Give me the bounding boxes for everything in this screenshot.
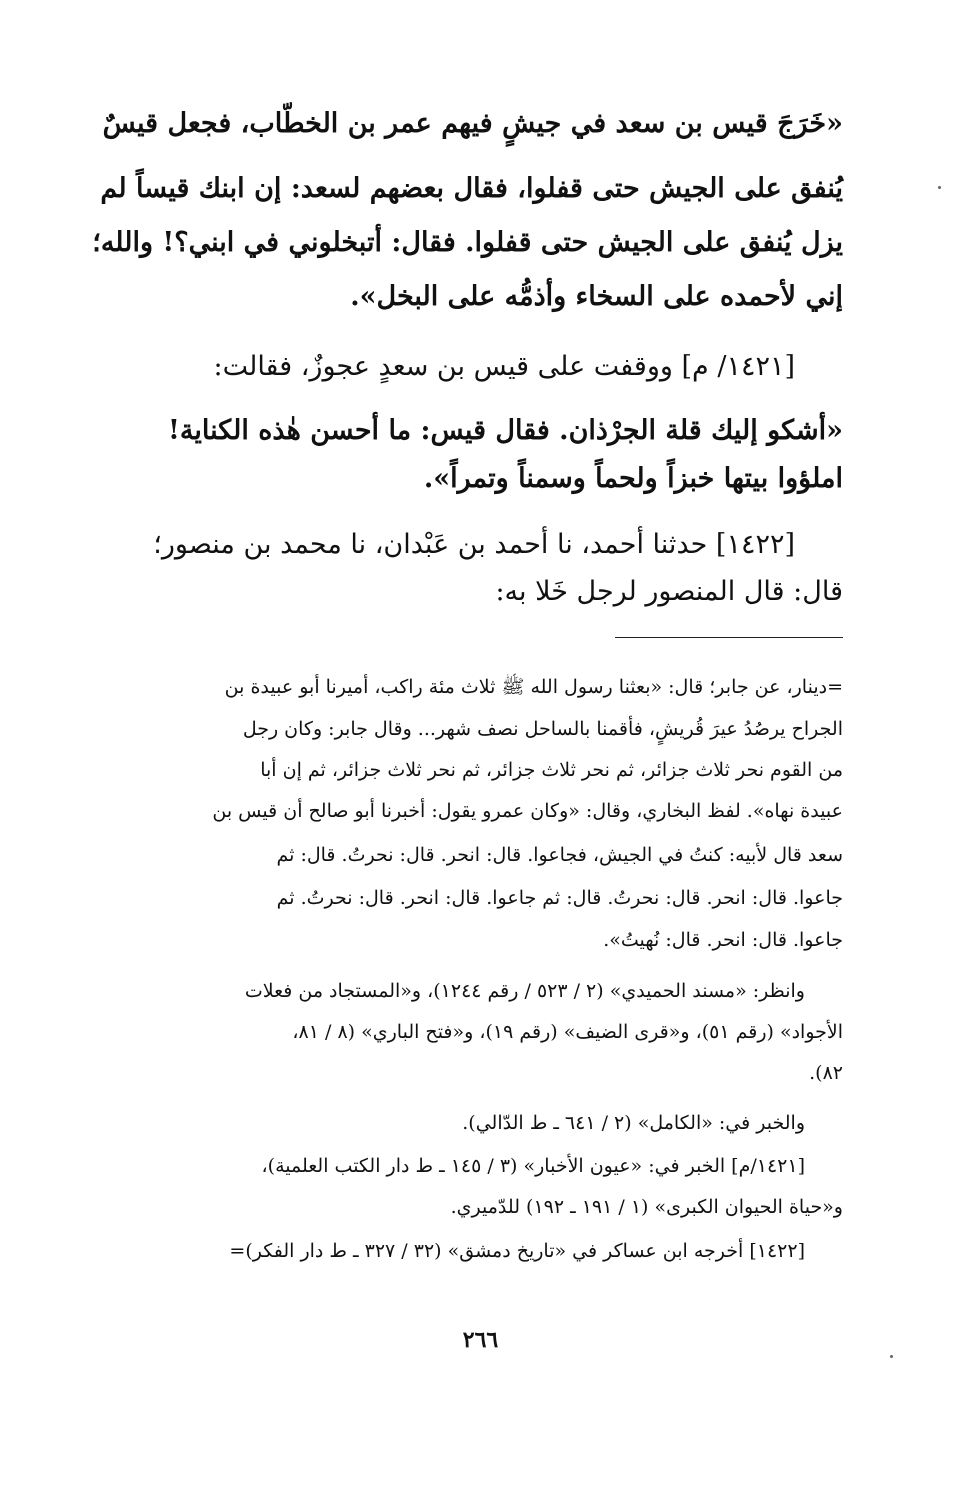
main-line: «أشكو إليك قلة الجرْذان. فقال قيس: ما أحسن هٰذه الكناية!: [168, 415, 843, 446]
footnote-line: الجراح يرصُدُ عيرَ قُريشٍ، فأقمنا بالساحل نصف شهر... وقال جابر: وكان رجل: [242, 718, 843, 740]
footnote-line: جاعوا. قال: انحر. قال: نُهيتُ».: [603, 929, 843, 951]
footnote-line: =دينار، عن جابر؛ قال: «بعثنا رسول الله ﷺ ثلاث مئة راكب، أميرنا أبو عبيدة بن: [224, 676, 843, 698]
footnote-line: وانظر: «مسند الحميدي» (٢ / ٥٢٣ / رقم ١٢٤٤)، و«المستجاد من فعلات: [244, 980, 805, 1002]
footnote-line: الأجواد» (رقم ٥١)، و«قرى الضيف» (رقم ١٩)، و«فتح الباري» (٨ / ٨١،: [292, 1021, 843, 1043]
footnote-line: سعد قال لأبيه: كنتُ في الجيش، فجاعوا. قال: انحر. قال: نحرتُ. قال: ثم: [276, 844, 843, 866]
main-line: يُنفق على الجيش حتى قفلوا، فقال بعضهم لسعد: إن ابنك قيساً لم: [100, 173, 843, 204]
main-line: يزل يُنفق على الجيش حتى قفلوا. فقال: أتبخلوني في ابني؟! والله؛: [92, 227, 843, 258]
footnote-line: و«حياة الحيوان الكبرى» (١ / ١٩١ ـ ١٩٢) للدّميري.: [450, 1196, 843, 1218]
footnote-line: [١٤٢٢] أخرجه ابن عساكر في «تاريخ دمشق» (٣٢ / ٣٢٧ ـ ط دار الفكر)=: [229, 1240, 805, 1262]
footnote-line: جاعوا. قال: انحر. قال: نحرتُ. قال: ثم جاعوا. قال: انحر. قال: نحرتُ. ثم: [276, 887, 843, 909]
footnote-line: والخبر في: «الكامل» (٢ / ٦٤١ ـ ط الدّالي).: [462, 1112, 805, 1134]
main-line: قال: قال المنصور لرجل خَلا به:: [495, 576, 843, 607]
main-line: إني لأحمده على السخاء وأذمُّه على البخل».: [350, 281, 843, 312]
main-line: املؤوا بيتها خبزاً ولحماً وسمناً وتمراً».: [423, 463, 843, 494]
margin-dot: [890, 1355, 893, 1358]
footnote-line: ٨٢).: [809, 1062, 843, 1084]
footnote-line: من القوم نحر ثلاث جزائر، ثم نحر ثلاث جزائر، ثم نحر ثلاث جزائر، ثم إن أبا: [260, 759, 843, 781]
footnote-line: [١٤٢١/م] الخبر في: «عيون الأخبار» (٣ / ١٤٥ ـ ط دار الكتب العلمية)،: [261, 1155, 805, 1177]
page-number: ٢٦٦: [462, 1327, 499, 1353]
main-line: [١٤٢٢] حدثنا أحمد، نا أحمد بن عَبْدان، نا محمد بن منصور؛: [153, 529, 795, 560]
footnotes-block: [92, 0, 843, 1300]
main-line: [١٤٢١/ م] ووقفت على قيس بن سعدٍ عجوزٌ، فقالت:: [213, 351, 795, 382]
footnote-line: عبيدة نهاه». لفظ البخاري، وقال: «وكان عمرو يقول: أخبرنا أبو صالح أن قيس بن: [212, 800, 843, 822]
main-line: «خَرَجَ قيس بن سعد في جيشٍ فيهم عمر بن الخطّاب، فجعل قيسٌ: [102, 108, 843, 139]
margin-dot: [938, 186, 941, 189]
